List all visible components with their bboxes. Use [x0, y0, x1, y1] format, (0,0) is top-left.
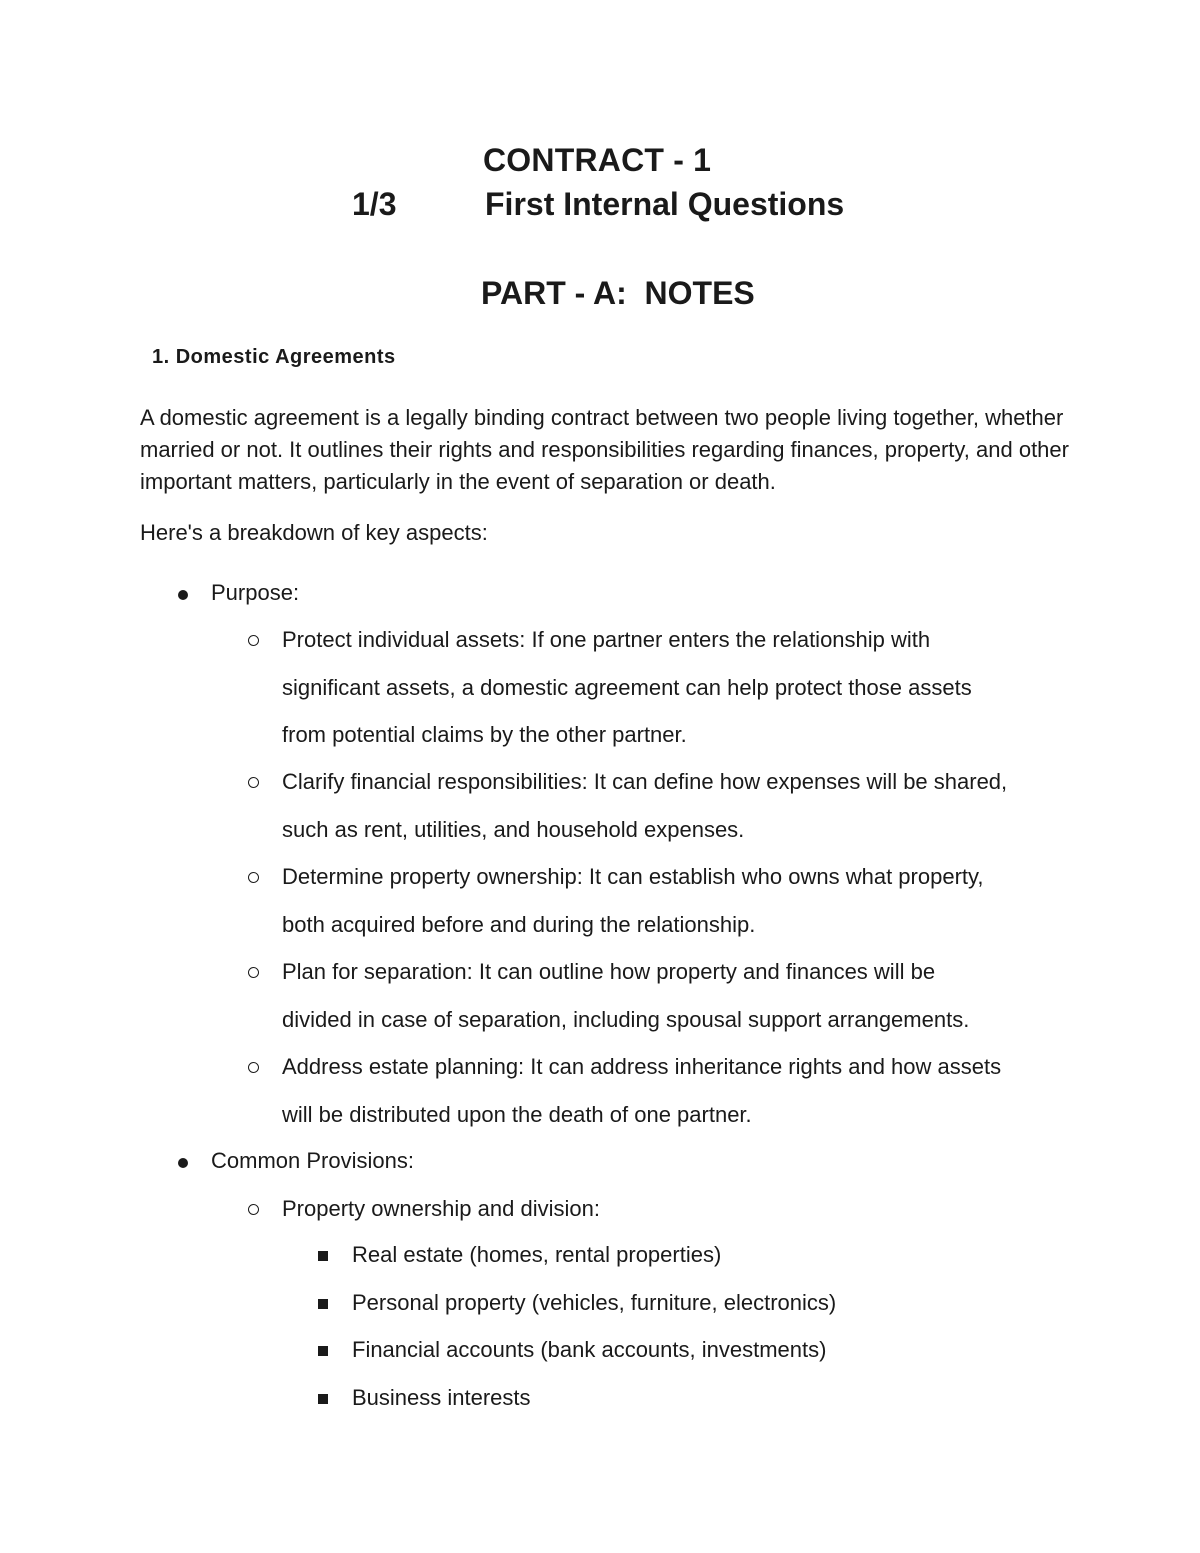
provision-item: Financial accounts (bank accounts, investments)	[352, 1337, 827, 1362]
bullet-circle-icon	[248, 1062, 259, 1073]
intro-paragraph: A domestic agreement is a legally binding contract between two people living together, whether married or not. It outlines their rights and responsibilities regarding finances, property, and other important matters, particularly in the event of separation or death.	[140, 405, 1069, 494]
subtitle-number: 1/3	[352, 186, 397, 222]
bullet-circle-icon	[248, 635, 259, 646]
purpose-item-line: divided in case of separation, including spousal support arrangements.	[282, 1007, 970, 1032]
provisions-sub-label: Property ownership and division:	[282, 1196, 600, 1221]
purpose-label: Purpose:	[211, 580, 300, 605]
subtitle-text: First Internal Questions	[485, 186, 845, 222]
bullet-circle-icon	[248, 872, 259, 883]
breakdown-line: Here's a breakdown of key aspects:	[140, 520, 488, 545]
bullet-square-icon	[318, 1346, 328, 1356]
section-heading: 1. Domestic Agreements	[152, 346, 396, 368]
bullet-disc-icon	[178, 590, 188, 600]
provision-item: Real estate (homes, rental properties)	[352, 1242, 722, 1267]
provision-item: Personal property (vehicles, furniture, electronics)	[352, 1290, 837, 1315]
bullet-square-icon	[318, 1299, 328, 1309]
bullet-square-icon	[318, 1394, 328, 1404]
bullet-circle-icon	[248, 1204, 259, 1215]
purpose-item-line: will be distributed upon the death of one partner.	[282, 1102, 752, 1127]
bullet-square-icon	[318, 1251, 328, 1261]
purpose-item-line: both acquired before and during the relationship.	[282, 912, 756, 937]
part-heading: PART - A: NOTES	[481, 275, 755, 311]
purpose-item-line: Protect individual assets: If one partner enters the relationship with	[282, 627, 931, 652]
provisions-label: Common Provisions:	[211, 1148, 414, 1173]
purpose-item-line: Clarify financial responsibilities: It can define how expenses will be shared,	[282, 769, 1008, 794]
purpose-item-line: from potential claims by the other partner.	[282, 722, 687, 747]
bullet-circle-icon	[248, 967, 259, 978]
purpose-item-line: such as rent, utilities, and household expenses.	[282, 817, 745, 842]
purpose-item-line: Plan for separation: It can outline how property and finances will be	[282, 959, 936, 984]
purpose-item-line: significant assets, a domestic agreement can help protect those assets	[282, 675, 972, 700]
document-title: CONTRACT - 1	[483, 142, 712, 178]
purpose-item-line: Address estate planning: It can address inheritance rights and how assets	[282, 1054, 1002, 1079]
bullet-circle-icon	[248, 777, 259, 788]
bullet-disc-icon	[178, 1158, 188, 1168]
provision-item: Business interests	[352, 1385, 531, 1410]
purpose-item-line: Determine property ownership: It can establish who owns what property,	[282, 864, 984, 889]
